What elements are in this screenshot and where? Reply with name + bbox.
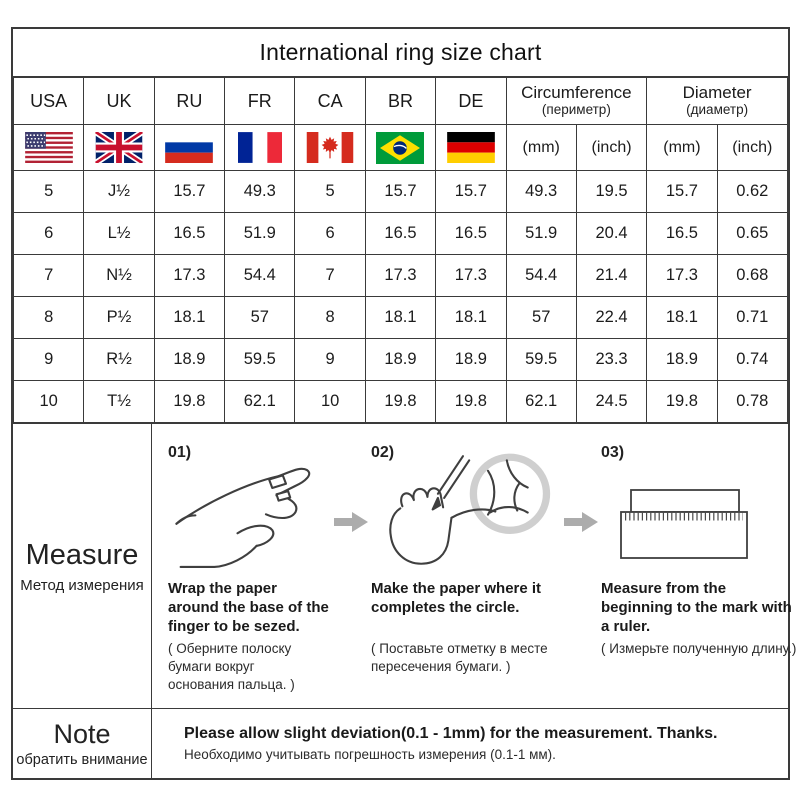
col-header-diameter — [647, 78, 788, 125]
size-cell: 0.62 — [717, 171, 787, 213]
step-3-text: Measure from the beginning to the mark with a ruler. — [601, 580, 792, 635]
measure-steps — [152, 424, 800, 708]
measure-title: Measure — [25, 538, 139, 571]
size-cell: 17.3 — [365, 255, 435, 297]
size-row — [14, 213, 788, 255]
size-cell: 19.8 — [365, 381, 435, 423]
size-cell: 0.68 — [717, 255, 787, 297]
col-header-de: DE — [436, 78, 506, 125]
unit-header-circ-inch: (inch) — [576, 125, 646, 171]
size-cell: 54.4 — [225, 255, 295, 297]
size-row — [14, 339, 788, 381]
flag-row — [14, 125, 788, 171]
step-1-text: Wrap the paper around the base of the finger to be sezed. — [168, 580, 329, 635]
size-cell: 17.3 — [436, 255, 506, 297]
size-cell: 59.5 — [225, 339, 295, 381]
size-cell: 62.1 — [506, 381, 576, 423]
size-cell: 22.4 — [576, 297, 646, 339]
size-cell: P½ — [84, 297, 154, 339]
size-cell: 5 — [14, 171, 84, 213]
ring-size-chart — [11, 27, 797, 780]
size-cell: 49.3 — [506, 171, 576, 213]
note-title: Note — [53, 719, 111, 749]
russia-flag-icon — [165, 132, 213, 163]
size-cell: 8 — [295, 297, 365, 339]
canada-flag-icon — [306, 132, 354, 163]
col-header-ru: RU — [154, 78, 224, 125]
size-cell: 15.7 — [647, 171, 717, 213]
size-row — [14, 171, 788, 213]
ring-size-table — [13, 77, 788, 423]
size-cell: N½ — [84, 255, 154, 297]
col-header-usa: USA — [14, 78, 84, 125]
measure-step-2 — [371, 444, 561, 708]
size-cell: 24.5 — [576, 381, 646, 423]
size-cell: 7 — [14, 255, 84, 297]
step-1-text-ru: ( Оберните полоску бумаги вокруг основания пальца. ) — [168, 641, 295, 692]
size-cell: 16.5 — [647, 213, 717, 255]
size-cell: 19.8 — [647, 381, 717, 423]
size-cell: 17.3 — [154, 255, 224, 297]
measure-title-ru: Метод измерения — [20, 576, 144, 594]
page-title: International ring size chart — [13, 29, 788, 77]
circumference-label-ru: (периметр) — [541, 102, 611, 118]
size-cell: 18.1 — [647, 297, 717, 339]
uk-flag-cell — [84, 125, 154, 171]
unit-header-diam-inch: (inch) — [717, 125, 787, 171]
size-cell: 6 — [295, 213, 365, 255]
size-cell: 51.9 — [506, 213, 576, 255]
col-header-ca: CA — [295, 78, 365, 125]
size-cell: 6 — [14, 213, 84, 255]
size-cell: 0.71 — [717, 297, 787, 339]
step-2-number: 02) — [371, 444, 395, 461]
size-row — [14, 381, 788, 423]
unit-header-diam-mm: (mm) — [647, 125, 717, 171]
measure-step-3 — [601, 444, 800, 708]
col-header-uk: UK — [84, 78, 154, 125]
size-cell: R½ — [84, 339, 154, 381]
size-cell: 62.1 — [225, 381, 295, 423]
circumference-label: Circumference — [521, 82, 632, 102]
size-cell: 19.8 — [436, 381, 506, 423]
size-cell: 5 — [295, 171, 365, 213]
unit-header-circ-mm: (mm) — [506, 125, 576, 171]
size-cell: 10 — [14, 381, 84, 423]
size-cell: 18.1 — [365, 297, 435, 339]
size-cell: 16.5 — [365, 213, 435, 255]
size-cell: 16.5 — [436, 213, 506, 255]
size-cell: 0.74 — [717, 339, 787, 381]
size-cell: L½ — [84, 213, 154, 255]
col-header-fr: FR — [225, 78, 295, 125]
arrow-right-icon — [331, 510, 371, 539]
size-cell: 18.9 — [365, 339, 435, 381]
brazil-flag-icon — [376, 132, 424, 164]
size-cell: 9 — [14, 339, 84, 381]
size-cell: 10 — [295, 381, 365, 423]
size-cell: 8 — [14, 297, 84, 339]
france-flag-cell — [225, 125, 295, 171]
arrow-right-icon — [561, 510, 601, 539]
usa-flag-cell — [14, 125, 84, 171]
size-cell: 20.4 — [576, 213, 646, 255]
step-3-number: 03) — [601, 444, 625, 461]
diameter-label-ru: (диаметр) — [686, 102, 749, 118]
note-section — [13, 708, 788, 778]
size-cell: 57 — [225, 297, 295, 339]
canada-flag-cell — [295, 125, 365, 171]
germany-flag-cell — [436, 125, 506, 171]
germany-flag-icon — [447, 132, 495, 163]
measure-section-label — [13, 424, 152, 708]
step-1-number: 01) — [168, 444, 192, 461]
col-header-circumference — [506, 78, 647, 125]
size-cell: 18.9 — [154, 339, 224, 381]
brazil-flag-cell — [365, 125, 435, 171]
measure-section — [13, 423, 797, 708]
hand-marking-paper-illustration — [371, 462, 561, 578]
size-cell: 17.3 — [647, 255, 717, 297]
col-header-br: BR — [365, 78, 435, 125]
size-cell: 18.9 — [436, 339, 506, 381]
header-row — [14, 78, 788, 125]
size-cell: 19.5 — [576, 171, 646, 213]
size-cell: 7 — [295, 255, 365, 297]
size-cell: T½ — [84, 381, 154, 423]
hand-with-paper-illustration — [168, 462, 331, 578]
measure-step-1 — [168, 444, 331, 708]
usa-flag-icon — [25, 132, 73, 163]
size-cell: 21.4 — [576, 255, 646, 297]
size-cell: J½ — [84, 171, 154, 213]
size-cell: 19.8 — [154, 381, 224, 423]
step-2-text: Make the paper where it completes the circle. — [371, 580, 542, 616]
uk-flag-icon — [95, 132, 143, 163]
size-cell: 15.7 — [436, 171, 506, 213]
size-cell: 23.3 — [576, 339, 646, 381]
size-cell: 18.1 — [154, 297, 224, 339]
note-text-block — [152, 709, 788, 778]
size-cell: 54.4 — [506, 255, 576, 297]
size-cell: 9 — [295, 339, 365, 381]
note-section-label — [13, 709, 152, 778]
size-cell: 0.78 — [717, 381, 787, 423]
france-flag-icon — [238, 132, 282, 163]
size-row — [14, 255, 788, 297]
size-cell: 51.9 — [225, 213, 295, 255]
size-cell: 0.65 — [717, 213, 787, 255]
size-cell: 59.5 — [506, 339, 576, 381]
size-cell: 18.9 — [647, 339, 717, 381]
step-2-text-ru: ( Поставьте отметку в месте пересечения бумаги. ) — [371, 641, 548, 674]
size-row — [14, 297, 788, 339]
size-cell: 18.1 — [436, 297, 506, 339]
size-cell: 57 — [506, 297, 576, 339]
russia-flag-cell — [154, 125, 224, 171]
size-cell: 15.7 — [154, 171, 224, 213]
size-cell: 15.7 — [365, 171, 435, 213]
size-cell: 49.3 — [225, 171, 295, 213]
step-3-text-ru: ( Измерьте полученную длину.) — [601, 641, 797, 656]
size-cell: 16.5 — [154, 213, 224, 255]
note-text-ru: Необходимо учитывать погрешность измерения (0.1-1 мм). — [184, 747, 556, 762]
ruler-illustration — [601, 462, 800, 578]
diameter-label: Diameter — [682, 82, 752, 102]
note-text: Please allow slight deviation(0.1 - 1mm) for the measurement. Thanks. — [184, 725, 718, 742]
note-title-ru: обратить внимание — [16, 752, 148, 768]
